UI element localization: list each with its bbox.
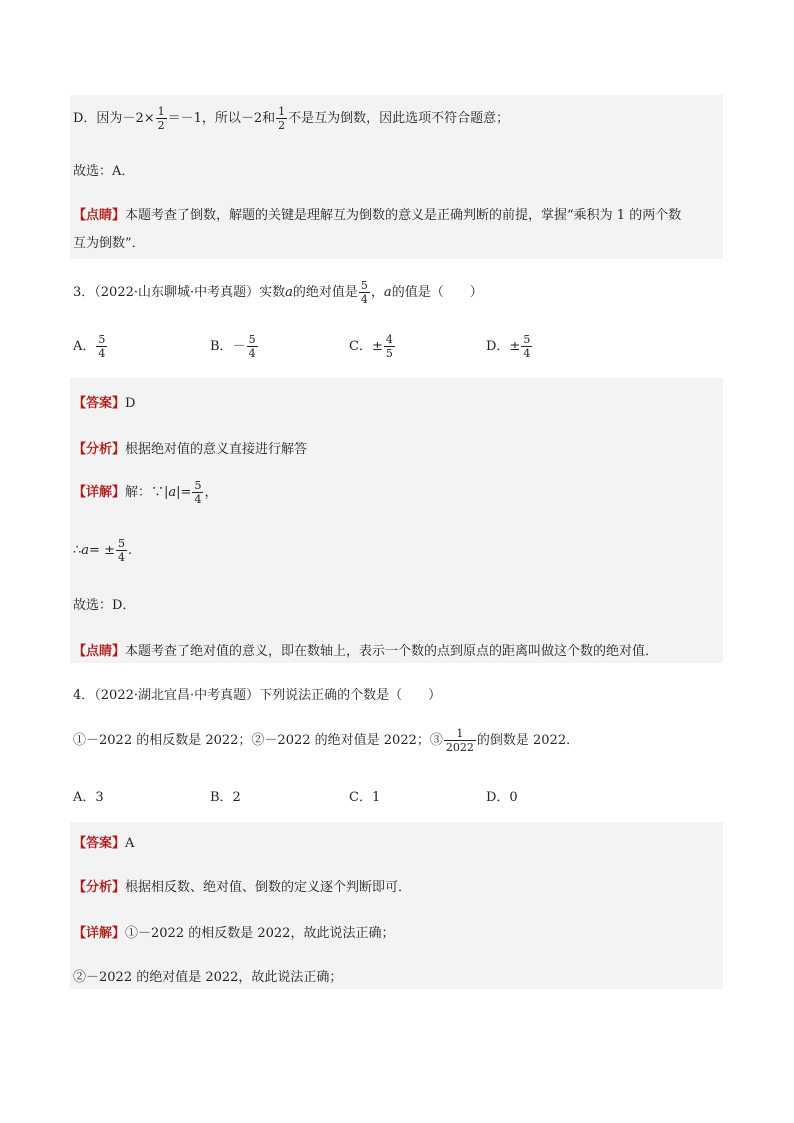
q2-dianjing: 【点睛】本题考查了倒数，解题的关键是理解互为倒数的意义是正确判断的前提，掌握“乘积为 1 的两个数 bbox=[73, 208, 682, 223]
fraction: $\frac{1}{2}$ bbox=[157, 105, 165, 132]
analysis-tag: 【分析】 bbox=[73, 442, 126, 457]
q3-dianjing: 【点睛】本题考查了绝对值的意义，即在数轴上，表示一个数的点到原点的距离叫做这个数的绝对值． bbox=[73, 644, 659, 659]
q2-choice: 故选：A． bbox=[73, 164, 135, 179]
q4-items: ①－2022 的相反数是 2022；②－2022 的绝对值是 2022；③ $\frac{1}{2022}$ 的倒数是 2022． bbox=[73, 727, 580, 754]
dianjing-tag: 【点睛】 bbox=[73, 208, 126, 223]
detail-tag: 【详解】 bbox=[73, 485, 126, 500]
dianjing-tag: 【点睛】 bbox=[73, 644, 126, 659]
q3-detail-1: 【详解】解：∵|a|= $\frac{5}{4}$ ， bbox=[73, 479, 218, 506]
q4-option-d: D．0 bbox=[486, 790, 518, 805]
q4-analysis: 【分析】根据相反数、绝对值、倒数的定义逐个判断即可． bbox=[73, 880, 412, 895]
answer-block-q4 bbox=[70, 822, 723, 989]
fraction: $\frac{1}{2022}$ bbox=[445, 727, 474, 754]
fraction: $\frac{1}{2}$ bbox=[278, 105, 286, 132]
answer-block-q3 bbox=[70, 378, 723, 663]
q4-options bbox=[73, 786, 573, 806]
q3-option-d: D．± $\frac{5}{4}$ bbox=[486, 333, 531, 360]
q4-answer: 【答案】A bbox=[73, 836, 135, 851]
q3-detail-2: ∴a= ± $\frac{5}{4}$ . bbox=[73, 537, 133, 564]
q4-detail-1: 【详解】①－2022 的相反数是 2022，故此说法正确； bbox=[73, 926, 395, 941]
q4-option-c: C．1 bbox=[349, 790, 381, 805]
fraction: $\frac{5}{4}$ bbox=[360, 279, 368, 306]
analysis-tag: 【分析】 bbox=[73, 880, 126, 895]
q4-option-a: A．3 bbox=[73, 790, 104, 805]
q3-choice: 故选：D． bbox=[73, 598, 136, 613]
q3-stem: 3．（2022·山东聊城·中考真题）实数a的绝对值是 $\frac{5}{4}$ ，a的值是（ ） bbox=[73, 279, 483, 306]
fraction: $\frac{5}{4}$ bbox=[194, 479, 202, 506]
q3-option-b: B．－ $\frac{5}{4}$ bbox=[210, 333, 256, 360]
q3-analysis: 【分析】根据绝对值的意义直接进行解答 bbox=[73, 442, 308, 457]
q3-answer: 【答案】D bbox=[73, 396, 136, 411]
q3-option-a: A． $\frac{5}{4}$ bbox=[73, 333, 106, 360]
q4-option-b: B．2 bbox=[210, 790, 241, 805]
q4-detail-2: ②－2022 的绝对值是 2022，故此说法正确； bbox=[73, 970, 343, 985]
q3-options bbox=[73, 334, 573, 364]
q3-option-c: C．± $\frac{4}{5}$ bbox=[349, 333, 393, 360]
q4-stem: 4．（2022·湖北宜昌·中考真题）下列说法正确的个数是（ ） bbox=[73, 688, 442, 703]
fraction: $\frac{5}{4}$ bbox=[117, 537, 125, 564]
q2-option-d-explanation: D．因为－2× $\frac{1}{2}$ ＝－1，所以－2和 $\frac{1}{2}$ 不是互为倒数，因此选项不符合题意； bbox=[73, 105, 510, 132]
detail-tag: 【详解】 bbox=[73, 926, 126, 941]
answer-tag: 【答案】 bbox=[73, 836, 126, 851]
q2-dianjing-line2: 互为倒数”． bbox=[73, 236, 145, 251]
answer-tag: 【答案】 bbox=[73, 396, 126, 411]
